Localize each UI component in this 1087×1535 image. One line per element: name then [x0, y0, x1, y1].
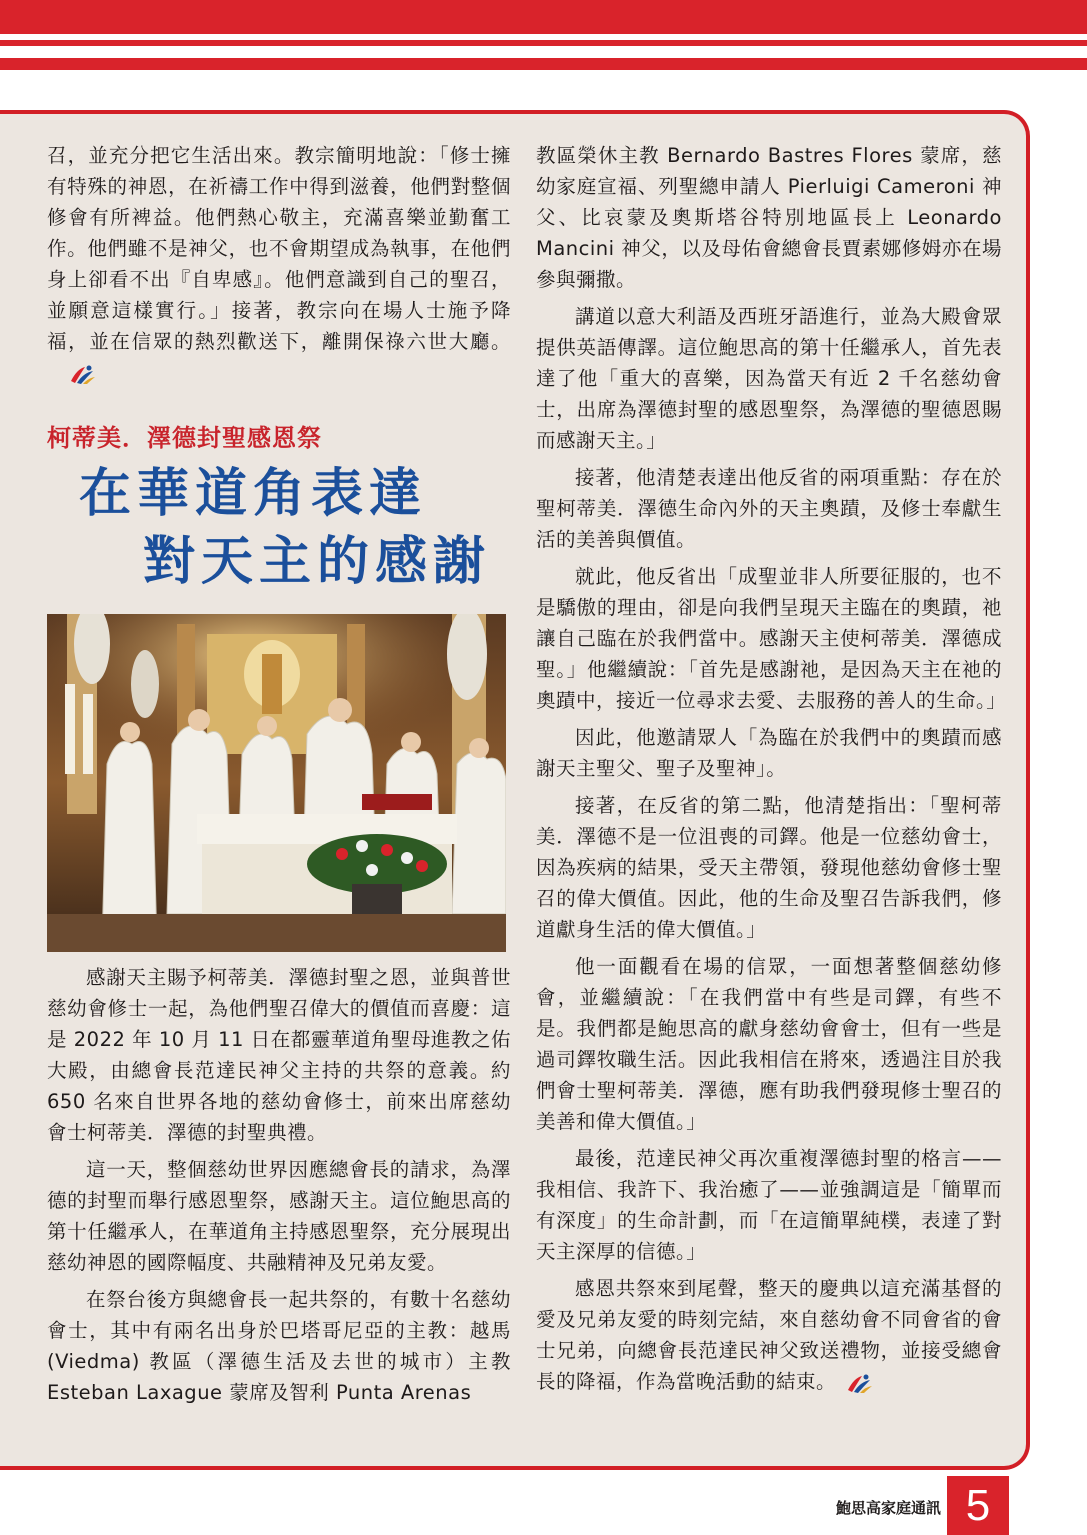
right-column	[536, 140, 1007, 1403]
body-paragraph: 教區榮休主教 Bernardo Bastres Flores 蒙席，慈幼家庭宣福、列聖總申請人 Pierluigi Cameroni 神父、比哀蒙及奧斯塔谷特別地區長上 Leonardo Mancini 神父，以及母佑會總會長賈素娜修姆亦在場參與彌撒。	[536, 144, 1002, 291]
article-headline	[47, 460, 517, 596]
body-paragraph: 他一面觀看在場的信眾，一面想著整個慈幼修會，並繼續說：「在我們當中有些是司鐸，有些不是。我們都是鮑思高的獻身慈幼會會士，但有一些是過司鐸牧職生活。因此我相信在將來，透過注目於我們會士聖柯蒂美．澤德，應有助我們發現修士聖召的美善和偉大價值。」	[536, 955, 1002, 1133]
salesian-logo-icon	[69, 363, 97, 385]
salesian-logo-icon	[846, 1372, 874, 1394]
publication-name: 鮑思高家庭通訊	[835, 1499, 941, 1517]
body-paragraph: 感恩共祭來到尾聲，整天的慶典以這充滿基督的愛及兄弟友愛的時刻完結，來自慈幼會不同會省的會士兄弟，向總會長范達民神父致送禮物，並接受總會長的降福，作為當晚活動的結束。	[536, 1277, 1002, 1393]
body-paragraph: 感謝天主賜予柯蒂美．澤德封聖之恩，並與普世慈幼會修士一起，為他們聖召偉大的價值而喜慶：這是 2022 年 10 月 11 日在都靈華道角聖母進教之佑大殿，由總會長范達民神父主持的共祭的意義。約 650 名來自世界各地的慈幼會修士，前來出席慈幼會士柯蒂美．澤德的封聖典禮。	[47, 966, 511, 1144]
header-stripe-1	[0, 40, 1087, 46]
header-stripe-2	[0, 58, 1087, 70]
body-paragraph: 講道以意大利語及西班牙語進行，並為大殿會眾提供英語傳譯。這位鮑思高的第十任繼承人，首先表達了他「重大的喜樂，因為當天有近 2 千名慈幼會士，出席為澤德封聖的感恩聖祭，為澤德的聖德恩賜而感謝天主。」	[536, 305, 1002, 452]
left-column-top	[47, 140, 511, 388]
headline-line-2: 對天主的感謝	[143, 531, 492, 592]
page-number: 5	[947, 1476, 1009, 1535]
body-paragraph: 接著，他清楚表達出他反省的兩項重點：存在於聖柯蒂美．澤德生命內外的天主奧蹟，及修士奉獻生活的美善與價值。	[536, 466, 1002, 551]
headline-line-1: 在華道角表達	[79, 463, 428, 524]
continued-paragraph: 召，並充分把它生活出來。教宗簡明地說：「修士擁有特殊的神恩，在祈禱工作中得到滋養，他們對整個修會有所裨益。他們熱心敬主，充滿喜樂並勤奮工作。他們雖不是神父，也不會期望成為執事，在他們身上卻看不出『自卑感』。他們意識到自己的聖召，並願意這樣實行。」接著，教宗向在場人士施予降福，並在信眾的熱烈歡送下，離開保祿六世大廳。	[47, 140, 511, 388]
body-paragraph: 這一天，整個慈幼世界因應總會長的請求，為澤德的封聖而舉行感恩聖祭，感謝天主。這位鮑思高的第十任繼承人，在華道角主持感恩聖祭，充分展現出慈幼神恩的國際幅度、共融精神及兄弟友愛。	[47, 1158, 511, 1274]
body-paragraph: 最後，范達民神父再次重複澤德封聖的格言——我相信、我許下、我治癒了——並強調這是「簡單而有深度」的生命計劃，而「在這簡單純樸，表達了對天主深厚的信德。」	[536, 1147, 1002, 1263]
left-column-bottom	[47, 962, 511, 1414]
header-red-bar	[0, 0, 1087, 34]
mass-altar-photo	[47, 614, 506, 952]
section-kicker: 柯蒂美．澤德封聖感恩祭	[47, 423, 322, 452]
body-paragraph: 就此，他反省出「成聖並非人所要征服的，也不是驕傲的理由，卻是向我們呈現天主臨在的奧蹟，祂讓自己臨在於我們當中。感謝天主使柯蒂美．澤德成聖。」他繼續說：「首先是感謝祂，是因為天主在祂的奧蹟中，接近一位尋求去愛、去服務的善人的生命。」	[536, 565, 1007, 712]
body-paragraph: 接著，在反省的第二點，他清楚指出：「聖柯蒂美．澤德不是一位沮喪的司鐸。他是一位慈幼會士，因為疾病的結果，受天主帶領，發現他慈幼會修士聖召的偉大價值。因此，他的生命及聖召告訴我們，修道獻身生活的偉大價值。」	[536, 794, 1002, 941]
body-paragraph: 在祭台後方與總會長一起共祭的，有數十名慈幼會士，其中有兩名出身於巴塔哥尼亞的主教：越馬 (Viedma) 教區（澤德生活及去世的城市）主教 Esteban Laxague 蒙席及智利 Punta Arenas	[47, 1288, 511, 1404]
body-paragraph: 因此，他邀請眾人「為臨在於我們中的奧蹟而感謝天主聖父、聖子及聖神」。	[536, 726, 1002, 780]
